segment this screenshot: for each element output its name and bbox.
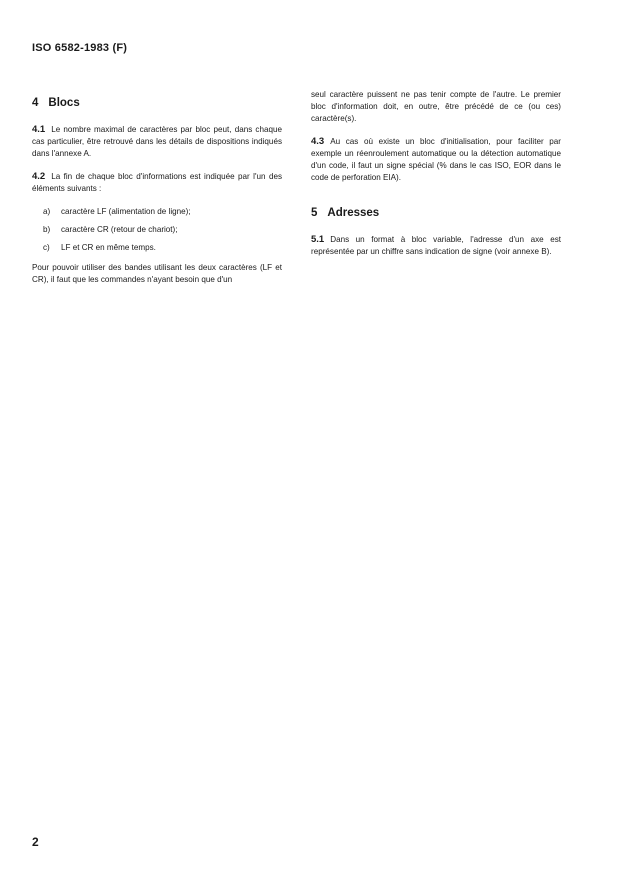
- list-item: [32, 206, 282, 218]
- clause-5-1-number: 5.1: [311, 234, 325, 245]
- clause-4-1: [32, 124, 282, 160]
- section-4-number: 4: [32, 97, 39, 109]
- list-marker: a): [43, 207, 51, 216]
- section-4-title: Blocs: [48, 97, 80, 109]
- paragraph-continuation: seul caractère puissent ne pas tenir compte de l'autre. Le premier bloc d'information doit, en outre, être précédé de ce (ou ces) caractère(s).: [311, 90, 561, 123]
- list-item: [32, 242, 282, 254]
- right-column: [311, 90, 561, 269]
- list-marker: c): [43, 243, 50, 252]
- section-5-title: Adresses: [327, 207, 380, 219]
- clause-5-1-text: Dans un format à bloc variable, l'adresse d'un axe est représentée par un chiffre sans indication de signe (voir annexe B).: [311, 235, 561, 256]
- list-marker: b): [43, 225, 51, 234]
- list-item-text: caractère LF (alimentation de ligne);: [61, 207, 191, 216]
- clause-4-2-text: La fin de chaque bloc d'informations est indiquée par l'un des éléments suivants :: [32, 172, 282, 193]
- end-of-block-list: [32, 206, 282, 254]
- page-number: 2: [32, 835, 39, 849]
- section-5-heading: [311, 206, 561, 220]
- section-5-number: 5: [311, 207, 318, 219]
- clause-4-3-number: 4.3: [311, 136, 325, 147]
- section-4-heading: [32, 96, 282, 110]
- clause-4-3: [311, 136, 561, 184]
- clause-4-1-number: 4.1: [32, 124, 46, 135]
- list-item-text: caractère CR (retour de chariot);: [61, 225, 178, 234]
- clause-4-3-text: Au cas où existe un bloc d'initialisation, pour faciliter par exemple un réenroulement automatique ou la détection automatique d'un code, il faut un signe spécial (% dans le cas ISO, EOR dans le code de perforation EIA).: [311, 137, 561, 182]
- list-item-text: LF et CR en même temps.: [61, 243, 156, 252]
- list-item: [32, 224, 282, 236]
- clause-5-1: [311, 234, 561, 258]
- document-header: ISO 6582-1983 (F): [32, 42, 128, 54]
- clause-4-2: [32, 171, 282, 195]
- clause-4-1-text: Le nombre maximal de caractères par bloc peut, dans chaque cas particulier, être retrouvé dans les détails de dispositions indiqués dans l'annexe A.: [32, 125, 282, 158]
- left-column: [32, 96, 282, 297]
- clause-4-2-number: 4.2: [32, 171, 46, 182]
- paragraph-lf-cr: Pour pouvoir utiliser des bandes utilisant les deux caractères (LF et CR), il faut que les commandes n'ayant besoin que d'un: [32, 263, 282, 284]
